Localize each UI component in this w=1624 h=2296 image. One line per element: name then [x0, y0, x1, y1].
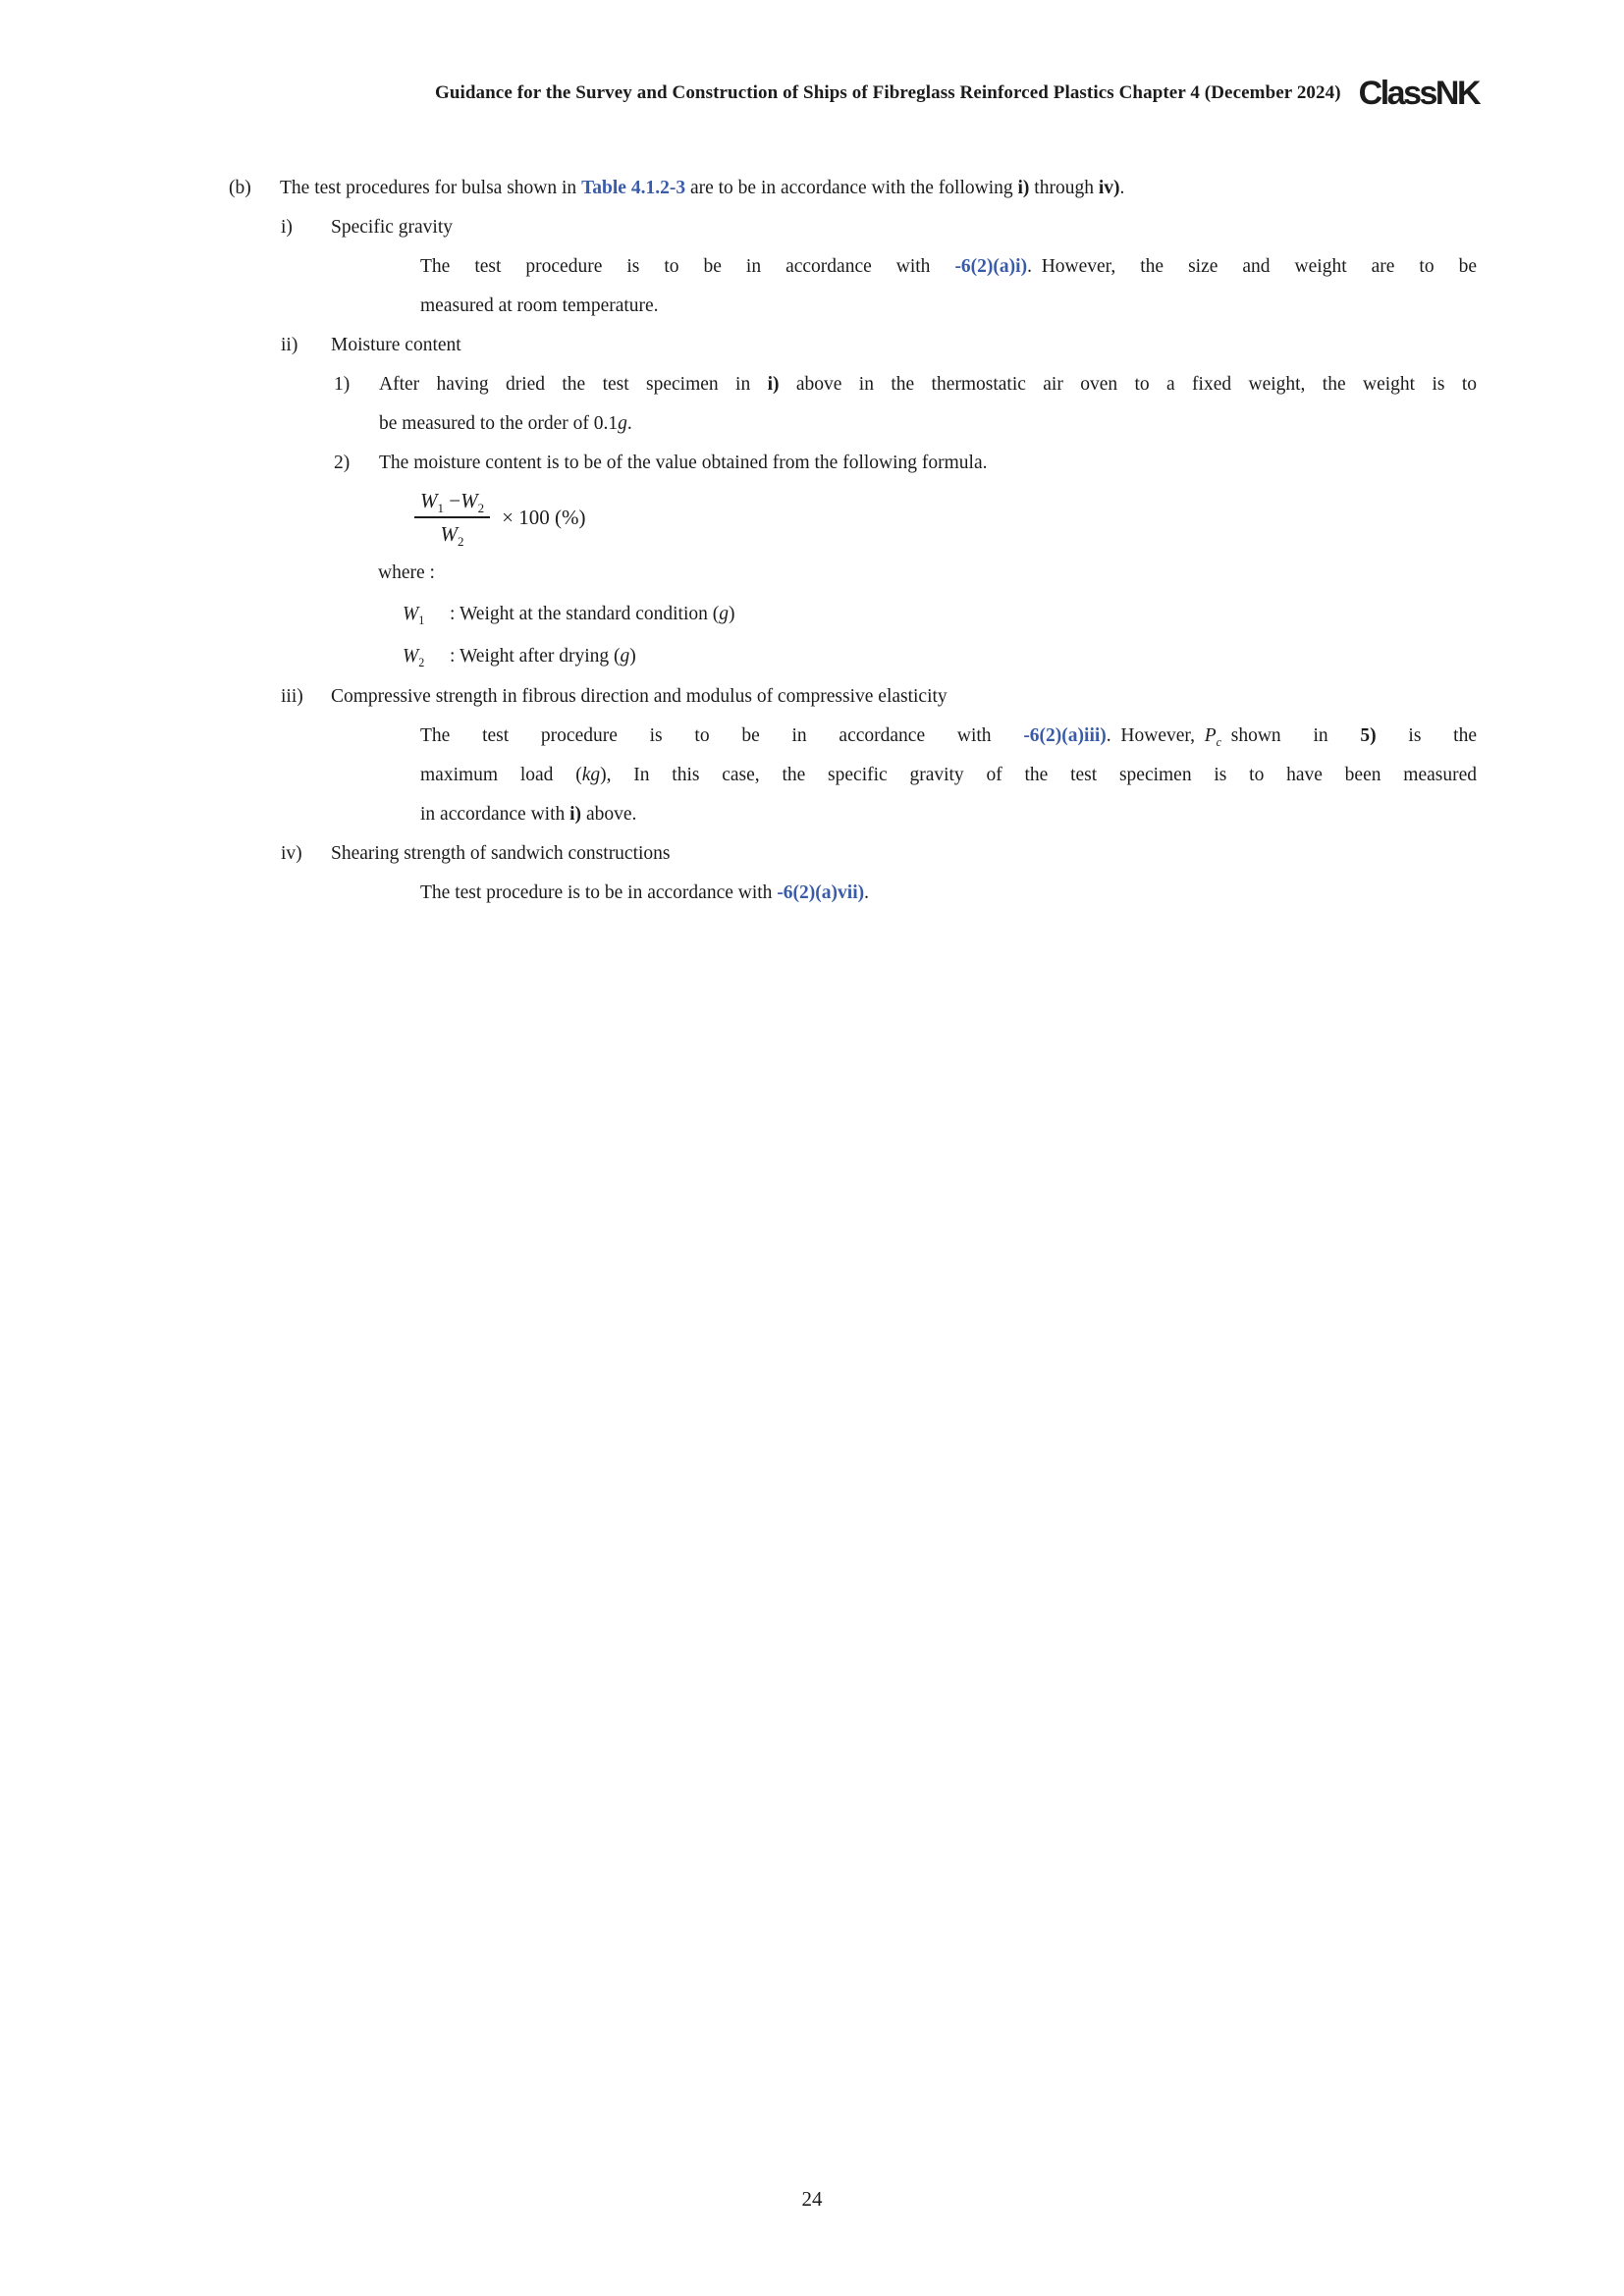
text-segment: W — [420, 488, 438, 512]
formula-fraction — [414, 488, 490, 550]
text-segment: ) — [729, 604, 735, 624]
cross-reference-link[interactable]: -6(2)(a)i) — [954, 256, 1028, 277]
page-footer — [0, 2187, 1624, 2212]
formula-multiplier — [502, 506, 585, 529]
item-ii-label: ii) — [281, 335, 298, 355]
text-segment: iv) — [1098, 178, 1120, 198]
item-i-para-line-2 — [420, 287, 1477, 326]
item-iv-label: iv) — [281, 843, 302, 864]
text-segment: . However, — [1106, 725, 1205, 746]
text-segment: g — [620, 646, 630, 667]
item-iii-heading — [281, 677, 1477, 717]
item-ii-sub-1-line-2 — [379, 404, 1477, 444]
text-segment: ) — [629, 646, 636, 667]
item-iii-title: Compressive strength in fibrous direction and modulus of compressive elasticity — [331, 686, 947, 707]
text-segment: . — [626, 413, 632, 434]
text-segment: 1 — [418, 613, 425, 627]
text-segment: g — [719, 604, 730, 624]
text-segment: is the — [1376, 725, 1477, 746]
item-iii-label: iii) — [281, 686, 303, 707]
text-segment: W — [460, 488, 478, 512]
text-segment: − — [444, 488, 461, 512]
text-segment: g — [618, 413, 627, 434]
formula-numerator — [414, 489, 490, 518]
classnk-logo: ClassNK — [1358, 74, 1479, 113]
item-b-label: (b) — [229, 178, 251, 198]
text-segment: 1 — [437, 501, 445, 516]
item-i-title: Specific gravity — [331, 217, 453, 238]
item-ii-sub-2-line-1 — [379, 444, 1477, 483]
text-segment: 2 — [477, 501, 485, 516]
item-iii-para-line-2 — [420, 756, 1477, 795]
text-segment: W — [440, 522, 459, 546]
item-iv-para-line-1 — [420, 874, 1477, 913]
text-segment: : Weight at the standard condition ( — [450, 604, 720, 624]
definition-w1-term — [403, 593, 450, 635]
text-segment: 2 — [418, 655, 425, 669]
definition-w1-text — [450, 593, 735, 635]
where-label: where : — [378, 562, 435, 583]
item-i-label: i) — [281, 217, 293, 238]
text-segment: The test procedure is to be in accordance with — [420, 882, 778, 903]
item-i-para-line-1 — [420, 247, 1477, 287]
item-b-text — [280, 169, 1124, 208]
text-segment: be measured to the order of 0.1 — [379, 413, 619, 434]
header-title: Guidance for the Survey and Construction of Ships of Fibreglass Reinforced Plastics Chapter 4 (December 2024) — [434, 82, 1341, 103]
item-iii-para-line-3 — [420, 795, 1477, 834]
text-segment: . — [864, 882, 869, 903]
definition-w2-term — [403, 635, 450, 677]
text-segment: P — [1204, 725, 1217, 746]
text-segment: 2 — [458, 534, 464, 550]
item-ii-heading — [281, 326, 1477, 365]
item-iii-para-line-1 — [420, 717, 1477, 756]
text-segment: × 100 (%) — [502, 505, 586, 529]
item-ii-sub-1-line-1 — [379, 365, 1477, 404]
item-ii-title: Moisture content — [331, 335, 461, 355]
page-number: 24 — [801, 2187, 823, 2211]
text-segment: The moisture content is to be of the value obtained from the following formula. — [379, 453, 988, 473]
text-segment: . However, the size and weight are to be — [1027, 256, 1478, 277]
text-segment: 5) — [1360, 725, 1377, 746]
cross-reference-link[interactable]: -6(2)(a)iii) — [1023, 725, 1107, 746]
text-segment: in accordance with — [420, 804, 570, 825]
text-segment: above in the thermostatic air oven to a fixed weight, the weight is to — [779, 374, 1477, 395]
text-segment: i) — [569, 804, 582, 825]
text-segment: shown in — [1221, 725, 1361, 746]
item-i-heading — [281, 208, 1477, 247]
text-segment: ), In this case, the specific gravity of the test specimen is to have been measured — [600, 765, 1477, 785]
cross-reference-link[interactable]: -6(2)(a)vii) — [777, 882, 865, 903]
item-ii-sub-2-label: 2) — [334, 453, 351, 473]
item-iv-title: Shearing strength of sandwich constructions — [331, 843, 671, 864]
text-segment: W — [403, 604, 419, 624]
definition-w2 — [403, 635, 1477, 677]
text-segment: The test procedure is to be in accordance with — [420, 725, 1024, 746]
text-segment: W — [403, 646, 419, 667]
cross-reference-link[interactable]: Table 4.1.2-3 — [581, 178, 686, 198]
text-segment: maximum load ( — [420, 765, 582, 785]
text-segment: The test procedures for bulsa shown in — [280, 178, 582, 198]
text-segment: above. — [581, 804, 637, 825]
text-segment: : Weight after drying ( — [450, 646, 621, 667]
text-segment: are to be in accordance with the following — [685, 178, 1018, 198]
text-segment: After having dried the test specimen in — [379, 374, 768, 395]
text-segment: The test procedure is to be in accordance with — [420, 256, 955, 277]
document-body — [229, 169, 1477, 913]
item-b — [229, 169, 1477, 208]
text-segment: through — [1029, 178, 1099, 198]
text-segment: i) — [1017, 178, 1030, 198]
text-segment: . — [1119, 178, 1125, 198]
text-segment: kg — [581, 765, 601, 785]
item-ii-sub-2 — [334, 444, 1477, 483]
item-ii-sub-1 — [334, 365, 1477, 444]
text-segment: c — [1216, 734, 1222, 749]
text-segment: measured at room temperature. — [420, 295, 659, 316]
text-segment: i) — [767, 374, 780, 395]
item-ii-sub-2-text — [379, 444, 1477, 483]
definition-w1 — [403, 593, 1477, 635]
moisture-formula — [414, 481, 1477, 554]
page-header — [147, 74, 1479, 113]
formula-denominator — [440, 518, 464, 550]
item-iv-heading — [281, 834, 1477, 874]
item-ii-sub-1-label: 1) — [334, 374, 351, 395]
item-ii-sub-1-text — [379, 365, 1477, 444]
definition-w2-text — [450, 635, 636, 677]
